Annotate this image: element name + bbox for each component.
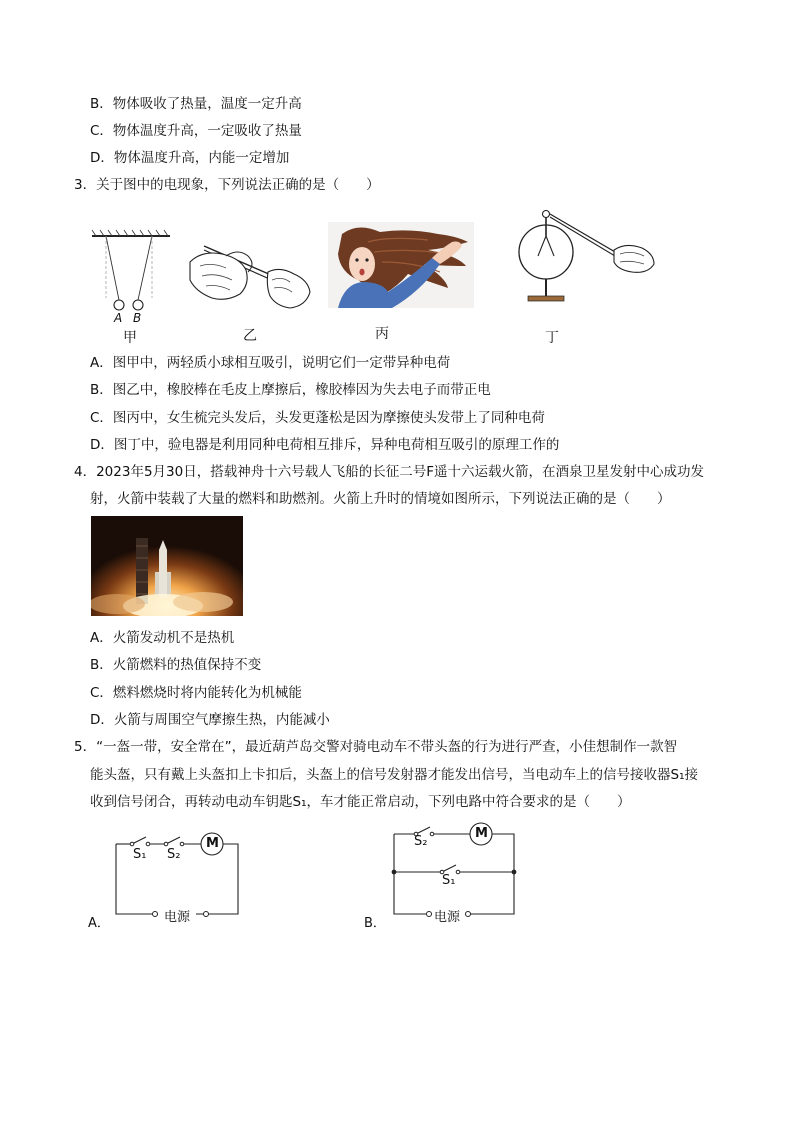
ball-b-label: B: [133, 311, 142, 325]
q2-option-c: C．物体温度升高，一定吸收了热量: [90, 123, 302, 139]
q3-option-a: A．图甲中，两轻质小球相互吸引，说明它们一定带异种电荷: [90, 355, 451, 371]
figure-yi-rubbing: [182, 236, 314, 314]
circuit-a-s2: S₂: [167, 847, 181, 862]
ball-a: [114, 300, 124, 310]
circuit-b-source: 电源: [434, 910, 461, 925]
figure-jia-pendulum: [88, 228, 174, 324]
figure-bing-girl-hair: [328, 222, 474, 308]
circuit-b-s2: S₂: [414, 834, 428, 849]
circuit-b-s1: S₁: [442, 873, 456, 888]
circuit-a-motor: M: [206, 836, 219, 851]
q5-stem-line2: 能头盔，只有戴上头盔扣上卡扣后，头盔上的信号发射器才能发出信号，当电动车上的信号接收器S₁接: [90, 767, 698, 783]
ball-a-label: A: [114, 311, 123, 325]
q2-option-b: B．物体吸收了热量，温度一定升高: [90, 96, 302, 112]
q3-option-c: C．图丙中，女生梳完头发后，头发更蓬松是因为摩擦使头发带上了同种电荷: [90, 410, 545, 426]
circuit-a-source: 电源: [164, 910, 191, 925]
q4-option-a: A．火箭发动机不是热机: [90, 630, 235, 646]
caption-jia: 甲: [123, 330, 137, 346]
q3-option-b: B．图乙中，橡胶棒在毛皮上摩擦后，橡胶棒因为失去电子而带正电: [90, 382, 491, 398]
q3-option-d: D．图丁中，验电器是利用同种电荷相互排斥，异种电荷相互吸引的原理工作的: [90, 437, 560, 453]
circuit-a-option-label: A．: [88, 916, 110, 931]
circuit-b-option-label: B．: [364, 916, 386, 931]
circuit-b-motor: M: [475, 826, 488, 841]
q5-stem-line1: 5．“一盔一带，安全常在”，最近葫芦岛交警对骑电动车不带头盔的行为进行严查，小佳想制作一款智: [74, 739, 678, 755]
caption-ding: 丁: [545, 330, 559, 346]
rocket-launch-photo: [91, 516, 243, 616]
q2-option-d: D．物体温度升高，内能一定增加: [90, 150, 290, 166]
q4-option-c: C．燃料燃烧时将内能转化为机械能: [90, 685, 302, 701]
q3-stem: 3．关于图中的电现象，下列说法正确的是（ ）: [74, 177, 380, 193]
q5-stem-line3: 收到信号闭合，再转动电动车钥匙S₁，车才能正常启动，下列电路中符合要求的是（ ）: [90, 794, 631, 810]
q4-option-b: B．火箭燃料的热值保持不变: [90, 657, 262, 673]
ball-b: [133, 300, 143, 310]
figure-ding-electroscope: [516, 202, 658, 312]
q4-stem-line2: 射，火箭中装载了大量的燃料和助燃剂。火箭上升时的情境如图所示，下列说法正确的是（ ）: [90, 491, 671, 507]
caption-yi: 乙: [243, 328, 257, 344]
circuit-a-s1: S₁: [133, 847, 147, 862]
q4-stem-line1: 4．2023年5月30日，搭载神舟十六号载人飞船的长征二号F遥十六运载火箭，在酒泉卫星发射中心成功发: [74, 464, 704, 480]
q4-option-d: D．火箭与周围空气摩擦生热，内能减小: [90, 712, 330, 728]
caption-bing: 丙: [375, 326, 389, 342]
